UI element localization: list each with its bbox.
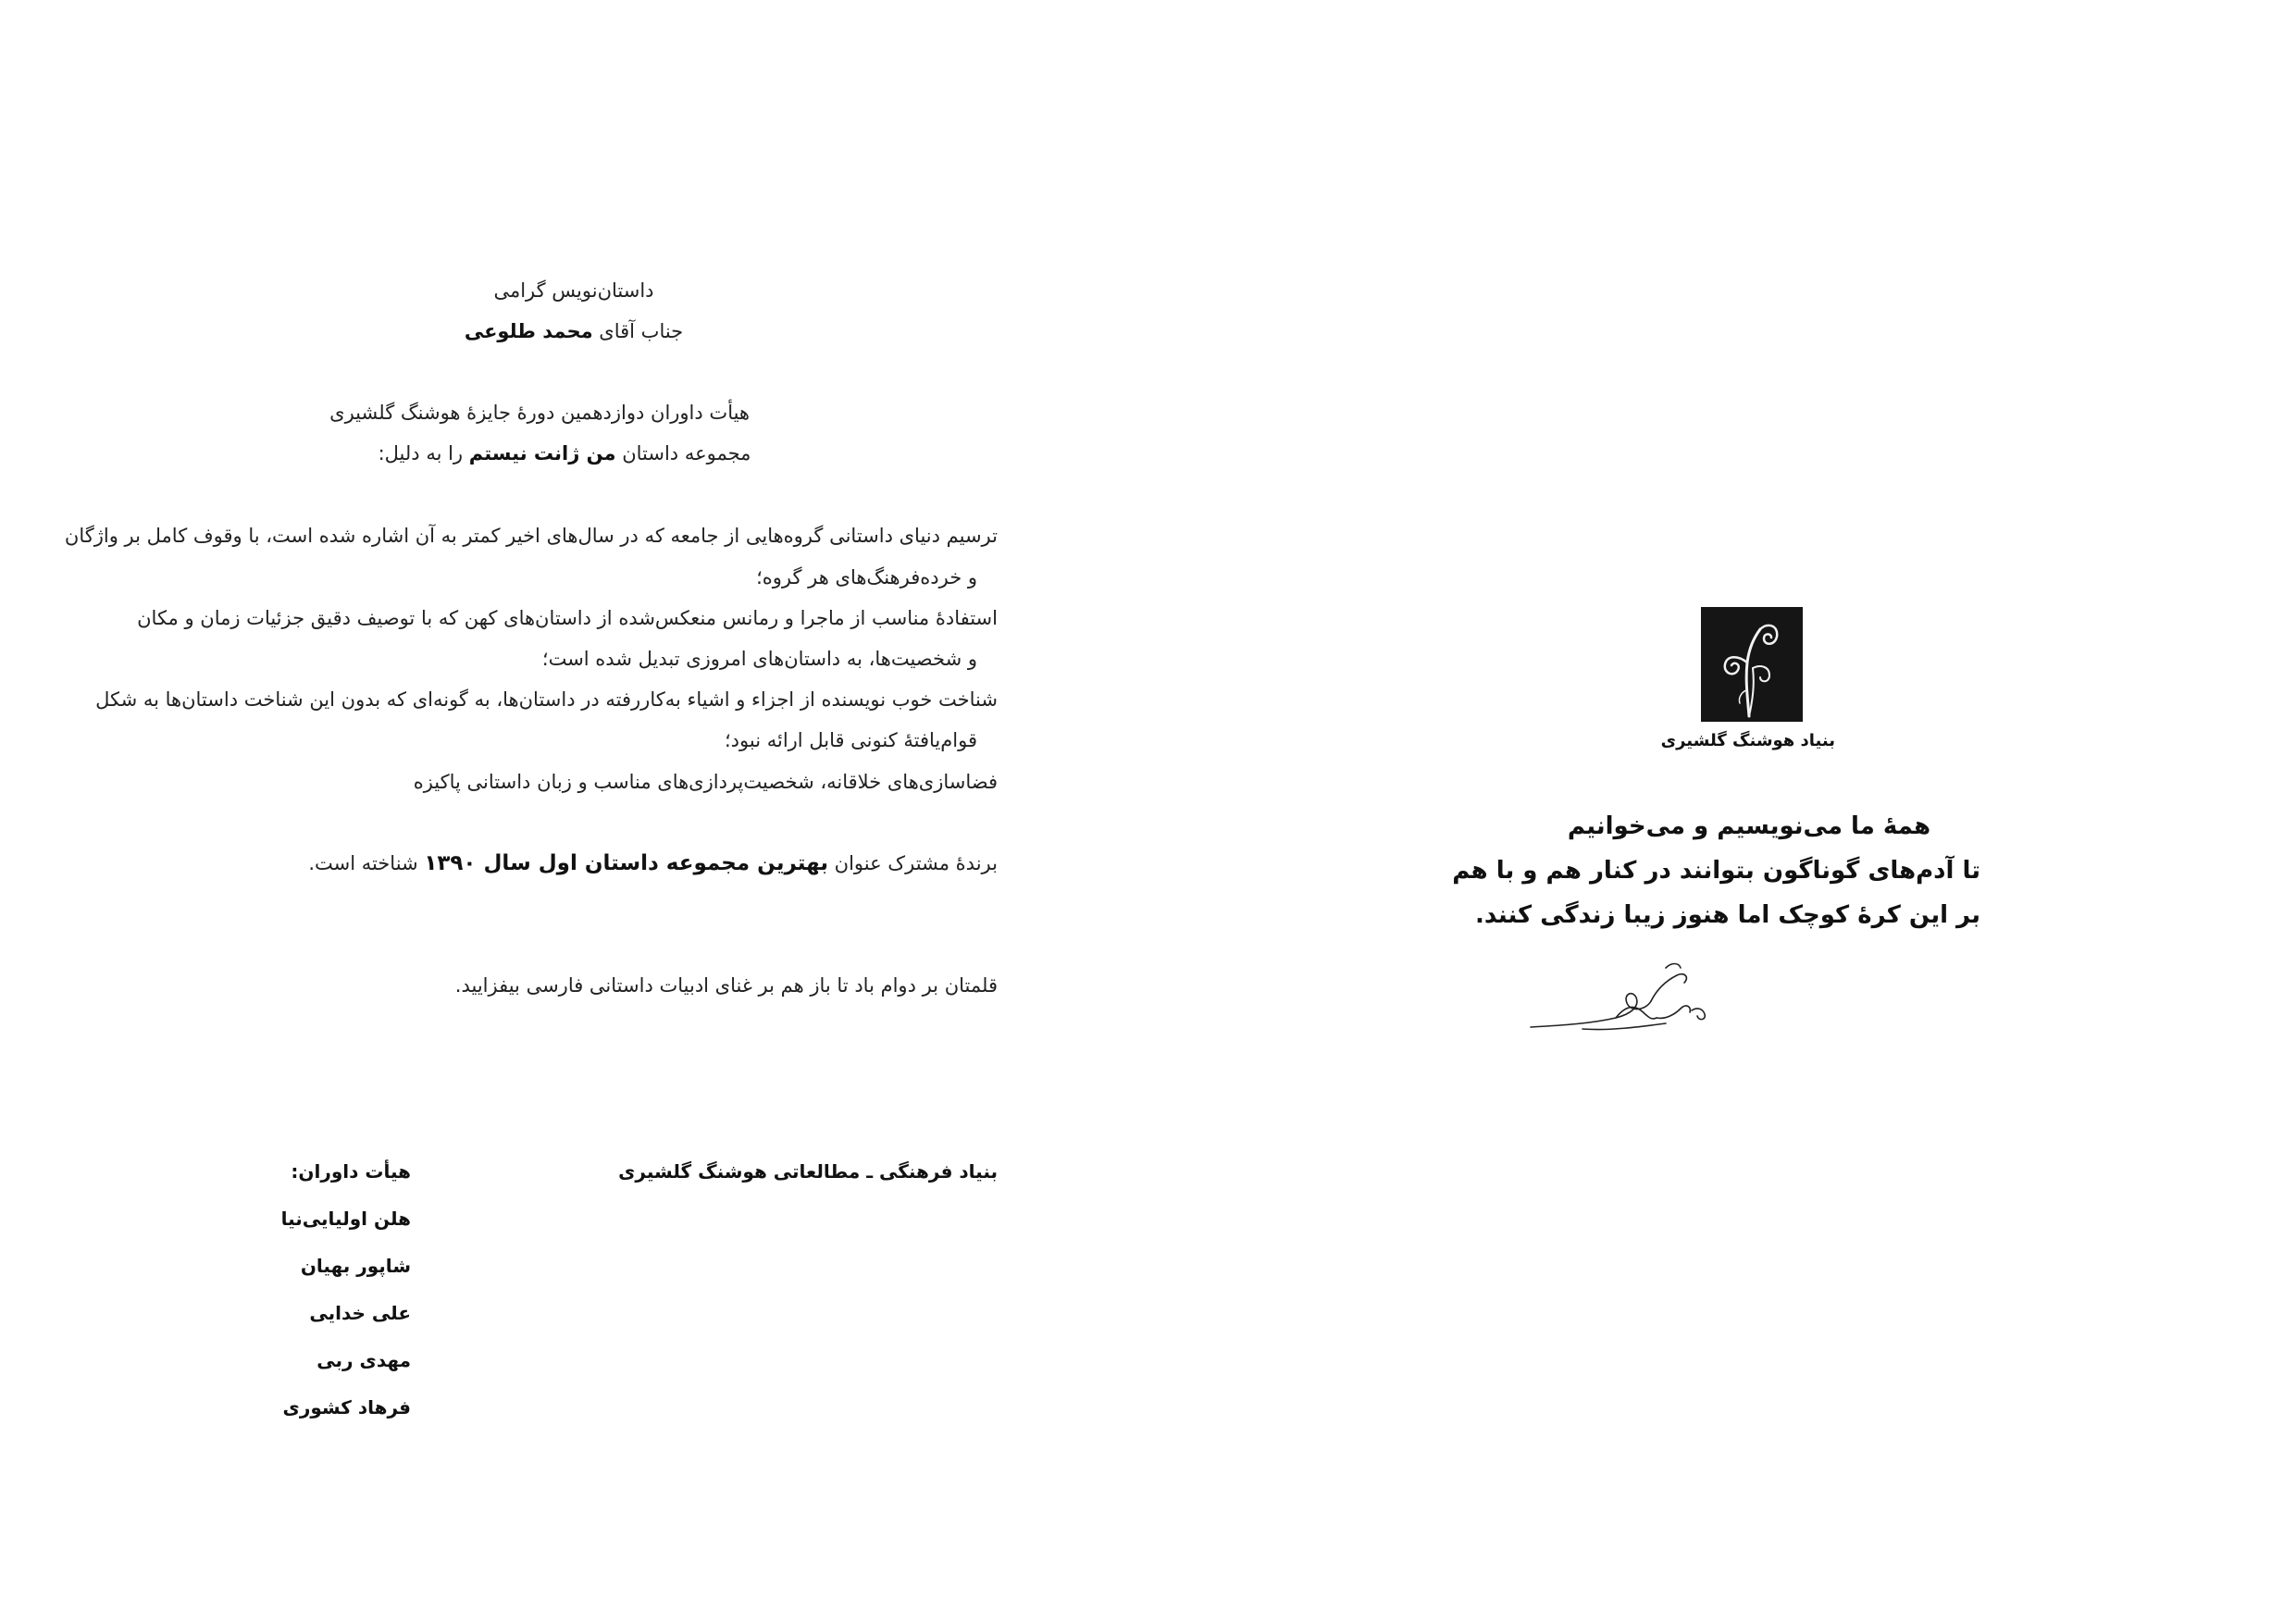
collection-line (370, 442, 759, 465)
jury-member: فرهاد کشوری (282, 1396, 411, 1419)
motto-line: همهٔ ما می‌نویسیم و می‌خوانیم (1567, 812, 1931, 840)
jury-member: شاپور بهیان (300, 1255, 411, 1277)
recipient-line (463, 320, 685, 342)
recipient-name: محمد طلوعی (464, 320, 593, 342)
jury-heading: هیأت داوران: (291, 1160, 411, 1183)
foundation-logo-icon (1701, 607, 1803, 722)
reason-item-continued: قوام‌یافتهٔ کنونی قابل ارائه نبود؛ (725, 729, 977, 751)
award-title: بهترین مجموعه داستان اول سال ۱۳۹۰ (424, 851, 828, 875)
reason-item: ترسیم دنیای داستانی گروه‌هایی از جامعه که در سال‌های اخیر کمتر به آن اشاره شده است، با وقوف کامل بر واژگان (64, 525, 998, 547)
reason-item: استفادهٔ مناسب از ماجرا و رمانس منعکس‌شده از داستان‌های کهن که با توصیف دقیق جزئیات زمان و مکان (137, 607, 998, 629)
collection-suffix: را به دلیل: (378, 442, 469, 465)
closing-line: قلمتان بر دوام باد تا باز هم بر غنای ادبیات داستانی فارسی بیفزایید. (454, 974, 998, 997)
award-suffix: شناخته است. (308, 852, 425, 874)
jury-member: مهدی ربی (316, 1349, 411, 1371)
collection-prefix: مجموعه داستان (615, 442, 751, 465)
foundation-name: بنیاد فرهنگی ـ مطالعاتی هوشنگ گلشیری (618, 1160, 998, 1183)
recipient-prefix: جناب آقای (592, 320, 684, 342)
logo-caption: بنیاد هوشنگ گلشیری (1660, 731, 1835, 750)
motto-line: بر این کرهٔ کوچک اما هنوز زیبا زندگی کنند. (1474, 901, 1980, 929)
reason-item-continued: و شخصیت‌ها، به داستان‌های امروزی تبدیل شده است؛ (541, 648, 977, 670)
reason-item: شناخت خوب نویسنده از اجزاء و اشیاء به‌کاررفته در داستان‌ها، به گونه‌ای که بدون این شناخت داستان‌ها به شکل (95, 688, 998, 711)
jury-member: علی خدایی (309, 1302, 411, 1324)
award-prefix: برندهٔ مشترک عنوان (827, 852, 998, 874)
jury-intro: هیأت داوران دوازدهمین دورهٔ جایزهٔ هوشنگ گلشیری (329, 402, 750, 424)
reason-item: فضاسازی‌های خلاقانه، شخصیت‌پردازی‌های مناسب و زبان داستانی پاکیزه (413, 771, 998, 793)
award-line (308, 851, 998, 875)
reason-item-continued: و خرده‌فرهنگ‌های هر گروه؛ (756, 566, 977, 588)
handwritten-signature-icon (1527, 953, 1721, 1036)
salutation-line: داستان‌نویس گرامی (493, 279, 654, 302)
jury-member: هلن اولیایی‌نیا (280, 1208, 411, 1230)
collection-title: من ژانت نیستم (468, 442, 616, 465)
motto-line: تا آدم‌های گوناگون بتوانند در کنار هم و با هم (1452, 857, 1980, 885)
